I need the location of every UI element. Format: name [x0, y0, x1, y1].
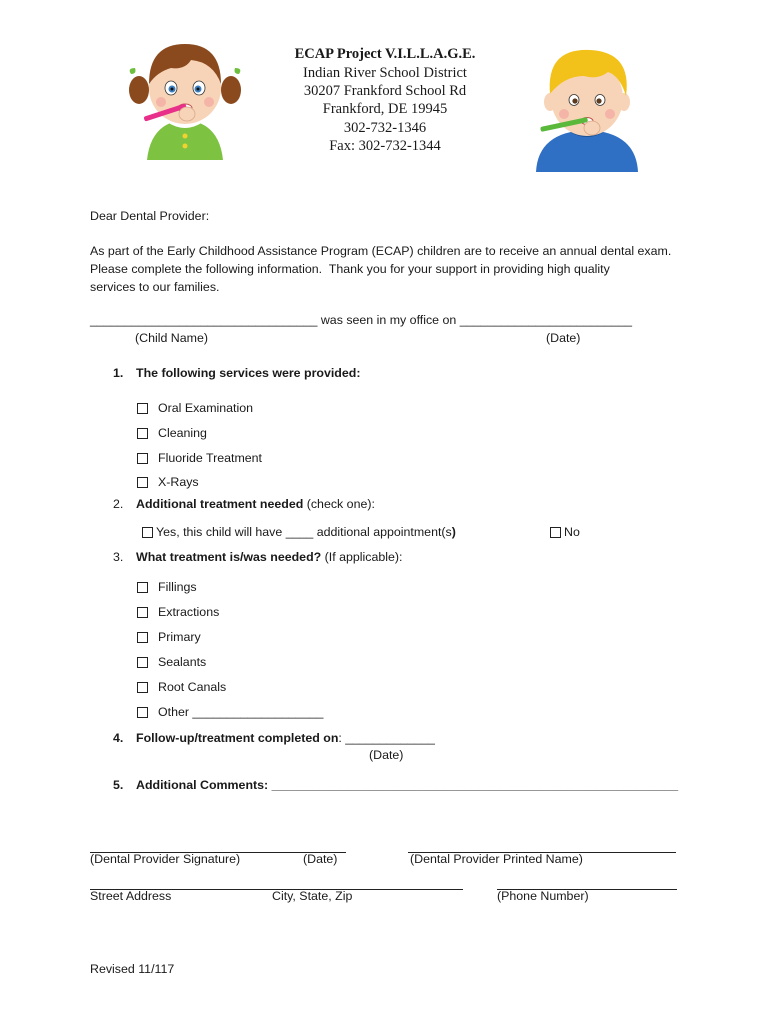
checkbox-sealants[interactable] — [137, 657, 148, 668]
option-cleaning: Cleaning — [158, 426, 207, 440]
checkbox-no[interactable] — [550, 527, 561, 538]
intro-line-2: Please complete the following information. Thank you for your support in providing high quality — [90, 262, 610, 276]
checkbox-cleaning[interactable] — [137, 428, 148, 439]
child-name-label: (Child Name) — [135, 331, 208, 345]
option-sealants: Sealants — [158, 655, 207, 669]
option-extractions: Extractions — [158, 605, 220, 619]
letterhead-city: Frankford, DE 19945 — [322, 101, 448, 117]
letterhead-street: 30207 Frankford School Rd — [303, 83, 467, 99]
q1-number: 1. — [113, 366, 124, 380]
intro-line-3: services to our families. — [90, 280, 220, 294]
checkbox-oral-examination[interactable] — [137, 403, 148, 414]
revision-note: Revised 11/117 — [90, 962, 175, 976]
seen-date-field[interactable]: _________________________ — [459, 313, 633, 327]
option-fluoride-treatment: Fluoride Treatment — [158, 451, 262, 465]
checkbox-primary[interactable] — [137, 632, 148, 643]
checkbox-other[interactable] — [137, 707, 148, 718]
seen-text: was seen in my office on — [317, 313, 460, 327]
checkbox-yes-additional[interactable] — [142, 527, 153, 538]
signature-date-label: (Date) — [303, 852, 338, 866]
q2-number: 2. — [113, 497, 124, 511]
city-state-zip-label: City, State, Zip — [272, 889, 353, 903]
q4-date-label: (Date) — [369, 748, 404, 762]
option-root-canals: Root Canals — [158, 680, 227, 694]
provider-signature-label: (Dental Provider Signature) — [90, 852, 241, 866]
provider-printed-name-label: (Dental Provider Printed Name) — [410, 852, 583, 866]
option-other[interactable]: Other ___________________ — [158, 705, 324, 719]
checkbox-extractions[interactable] — [137, 607, 148, 618]
q4-text[interactable]: Follow-up/treatment completed on: _____________ — [136, 731, 435, 745]
street-address-label: Street Address — [90, 889, 172, 903]
q5-number: 5. — [113, 778, 124, 792]
option-yes-additional: Yes, this child will have ____ additional appointment(s) — [156, 525, 456, 539]
letterhead-phone: 302-732-1346 — [343, 120, 427, 136]
q5-comments-field[interactable]: Additional Comments: ___________________________________________________________ — [136, 778, 679, 792]
letterhead-title: ECAP Project V.I.L.L.A.G.E. — [294, 46, 476, 62]
option-x-rays: X-Rays — [158, 475, 199, 489]
letterhead-district: Indian River School District — [303, 65, 467, 81]
letterhead-fax: Fax: 302-732-1344 — [329, 138, 441, 154]
q2-text: Additional treatment needed (check one): — [136, 497, 375, 511]
q1-text: The following services were provided: — [136, 366, 361, 380]
option-no: No — [564, 525, 580, 539]
checkbox-fillings[interactable] — [137, 582, 148, 593]
phone-number-label: (Phone Number) — [497, 889, 589, 903]
q3-text: What treatment is/was needed? (If applicable): — [136, 550, 403, 564]
greeting: Dear Dental Provider: — [90, 209, 210, 223]
q4-number: 4. — [113, 731, 124, 745]
intro-line-1: As part of the Early Childhood Assistance Program (ECAP) children are to receive an annual dental exam. — [90, 244, 672, 258]
q3-number: 3. — [113, 550, 124, 564]
checkbox-x-rays[interactable] — [137, 477, 148, 488]
checkbox-fluoride-treatment[interactable] — [137, 453, 148, 464]
option-fillings: Fillings — [158, 580, 197, 594]
seen-line — [90, 313, 632, 327]
option-oral-examination: Oral Examination — [158, 401, 254, 415]
option-primary: Primary — [158, 630, 201, 644]
checkbox-root-canals[interactable] — [137, 682, 148, 693]
child-name-field[interactable]: _________________________________ — [90, 313, 318, 327]
seen-date-label: (Date) — [546, 331, 581, 345]
